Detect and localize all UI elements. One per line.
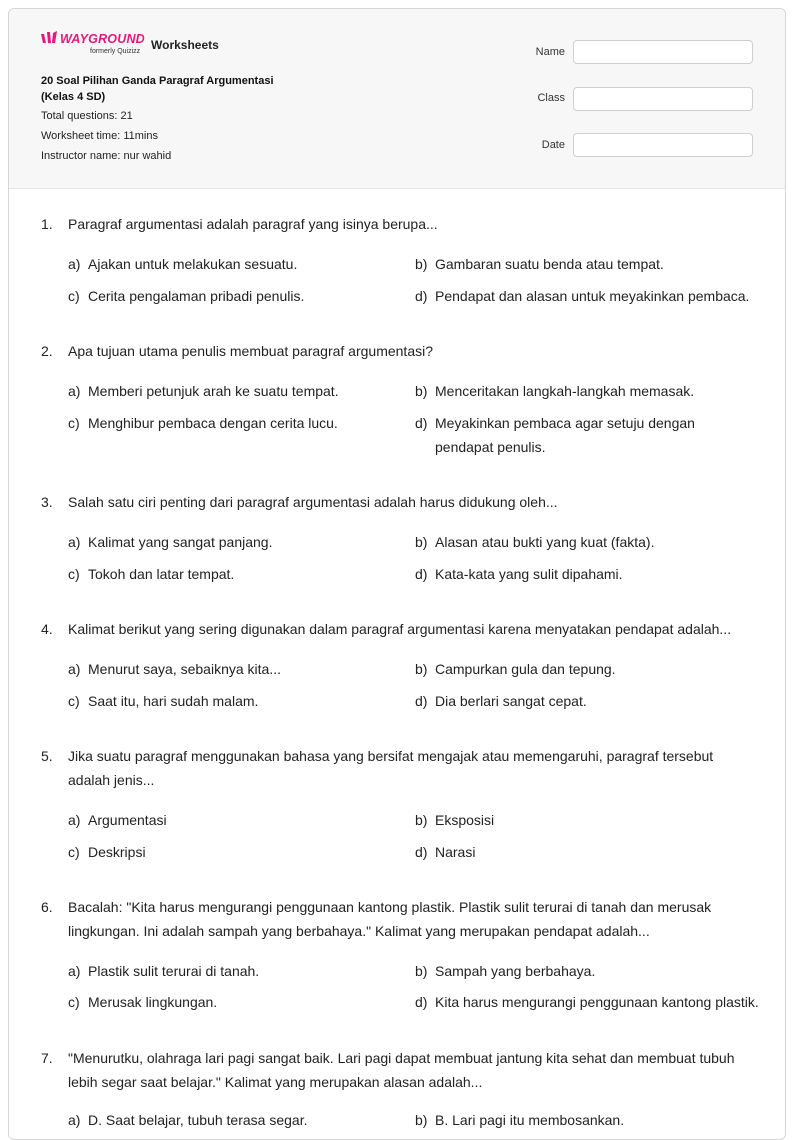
worksheet-time: Worksheet time: 11mins — [41, 130, 158, 142]
option-letter: c) — [68, 566, 80, 582]
option-letter: c) — [68, 415, 80, 431]
option-text: Kita harus mengurangi penggunaan kantong plastik. — [435, 994, 759, 1010]
question-number: 3. — [41, 494, 53, 510]
logo-wordmark: WAYGROUND — [60, 32, 145, 46]
option-letter: d) — [415, 415, 428, 431]
option-letter: b) — [415, 1112, 428, 1128]
option-text: Kata-kata yang sulit dipahami. — [435, 566, 623, 582]
option-letter: a) — [68, 1112, 81, 1128]
option-text: Meyakinkan pembaca agar setuju dengan pendapat penulis. — [435, 415, 695, 455]
name-field[interactable] — [573, 40, 753, 64]
question-text: Bacalah: "Kita harus mengurangi penggunaan kantong plastik. Plastik sulit terurai di tanah dan merusak lingkungan. Ini adalah sampah yang berbahaya." Kalimat yang merupakan pendapat adalah... — [68, 899, 712, 939]
option-letter: a) — [68, 661, 81, 677]
option-letter: a) — [68, 963, 81, 979]
question-number: 1. — [41, 216, 53, 232]
option-text: Argumentasi — [88, 812, 167, 828]
option-text: Memberi petunjuk arah ke suatu tempat. — [88, 383, 339, 399]
worksheets-label: Worksheets — [151, 38, 219, 52]
question-text: Kalimat berikut yang sering digunakan dalam paragraf argumentasi karena menyatakan pendapat adalah... — [68, 621, 732, 637]
wayground-logo-icon — [40, 31, 60, 45]
question-number: 6. — [41, 899, 53, 915]
option-letter: a) — [68, 534, 81, 550]
option-letter: d) — [415, 566, 428, 582]
option-text: Campurkan gula dan tepung. — [435, 661, 616, 677]
brand — [40, 31, 219, 59]
date-label: Date — [541, 139, 565, 151]
option-letter: b) — [415, 812, 428, 828]
option-letter: c) — [68, 844, 80, 860]
option-letter: d) — [415, 288, 428, 304]
option-text: Merusak lingkungan. — [88, 994, 218, 1010]
question-text: "Menurutku, olahraga lari pagi sangat baik. Lari pagi dapat membuat jantung kita sehat dan membuat tubuh lebih segar saat belajar." Kalimat yang merupakan alasan adalah... — [68, 1050, 735, 1090]
worksheet-header — [9, 9, 785, 189]
option-text: Dia berlari sangat cepat. — [435, 693, 587, 709]
option-text: Ajakan untuk melakukan sesuatu. — [88, 256, 298, 272]
question-text: Jika suatu paragraf menggunakan bahasa yang bersifat mengajak atau memengaruhi, paragraf tersebut adalah jenis... — [68, 748, 714, 788]
option-letter: d) — [415, 844, 428, 860]
instructor-name: Instructor name: nur wahid — [41, 150, 172, 162]
question-number: 4. — [41, 621, 53, 637]
option-text: Alasan atau bukti yang kuat (fakta). — [435, 534, 655, 550]
option-text: Saat itu, hari sudah malam. — [88, 693, 259, 709]
option-text: Plastik sulit terurai di tanah. — [88, 963, 260, 979]
worksheet-sheet — [8, 8, 786, 1140]
option-text: Kalimat yang sangat panjang. — [88, 534, 273, 550]
option-letter: c) — [68, 288, 80, 304]
option-letter: d) — [415, 994, 428, 1010]
option-text: Menghibur pembaca dengan cerita lucu. — [88, 415, 338, 431]
option-text: D. Saat belajar, tubuh terasa segar. — [88, 1112, 308, 1128]
question-text: Apa tujuan utama penulis membuat paragraf argumentasi? — [68, 343, 433, 359]
class-field[interactable] — [573, 87, 753, 111]
question-number: 2. — [41, 343, 53, 359]
option-text: Deskripsi — [88, 844, 146, 860]
option-text: B. Lari pagi itu membosankan. — [435, 1112, 625, 1128]
option-text: Menceritakan langkah-langkah memasak. — [435, 383, 695, 399]
question-text: Paragraf argumentasi adalah paragraf yang isinya berupa... — [68, 216, 438, 232]
option-letter: a) — [68, 383, 81, 399]
name-label: Name — [535, 46, 565, 58]
option-text: Eksposisi — [435, 812, 495, 828]
option-letter: b) — [415, 534, 428, 550]
option-letter: a) — [68, 256, 81, 272]
option-letter: b) — [415, 383, 428, 399]
worksheet-title: 20 Soal Pilihan Ganda Paragraf Argumentasi (Kelas 4 SD) — [41, 75, 274, 103]
option-text: Sampah yang berbahaya. — [435, 963, 596, 979]
option-letter: b) — [415, 256, 428, 272]
option-text: Pendapat dan alasan untuk meyakinkan pembaca. — [435, 288, 750, 304]
option-text: Menurut saya, sebaiknya kita... — [88, 661, 281, 677]
total-questions: Total questions: 21 — [41, 110, 133, 122]
option-text: Narasi — [435, 844, 476, 860]
wayground-logo — [40, 31, 144, 59]
question-number: 5. — [41, 748, 53, 764]
option-letter: a) — [68, 812, 81, 828]
option-text: Cerita pengalaman pribadi penulis. — [88, 288, 305, 304]
class-label: Class — [537, 92, 565, 104]
option-letter: c) — [68, 994, 80, 1010]
option-letter: d) — [415, 693, 428, 709]
logo-subtitle: formerly Quizizz — [90, 48, 141, 55]
question-number: 7. — [41, 1050, 53, 1066]
option-letter: b) — [415, 661, 428, 677]
question-text: Salah satu ciri penting dari paragraf argumentasi adalah harus didukung oleh... — [68, 494, 558, 510]
date-field[interactable] — [573, 133, 753, 157]
option-letter: c) — [68, 693, 80, 709]
option-text: Gambaran suatu benda atau tempat. — [435, 256, 664, 272]
option-text: Tokoh dan latar tempat. — [88, 566, 235, 582]
option-letter: b) — [415, 963, 428, 979]
